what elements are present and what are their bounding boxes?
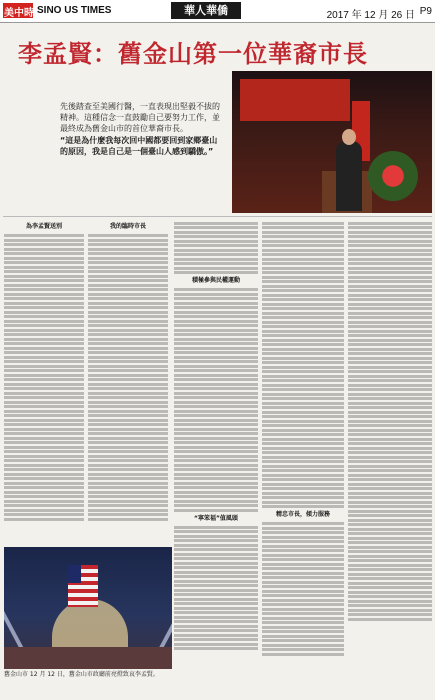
newspaper-logo-english: SINO US TIMES [37, 5, 112, 16]
masthead-bar [0, 0, 435, 23]
issue-date: 2017 年 12 月 26 日 [326, 10, 415, 21]
subhead-loyal-mayor: 精忠市長，傾力服務 [275, 511, 330, 518]
plaza-ground [4, 647, 172, 669]
subhead-ning-ben-fu: “寧笨福”值風頭 [194, 514, 238, 522]
article-column-2 [88, 220, 168, 542]
us-flag-canton [68, 565, 81, 583]
subhead-interim-mayor: 我的臨時市長 [109, 223, 146, 230]
pull-quote-para-2: “這是為什麼我每次回中國都要回到家鄉臺山的原因，我是自己是一個臺山人感到驕傲。” [60, 136, 218, 156]
event-banner-graphic [240, 79, 350, 121]
subhead-civil-rights: 積極參與民權運動 [191, 277, 240, 284]
section-tab: 華人華僑 [171, 2, 241, 19]
flower-bouquet-graphic [368, 151, 418, 201]
mayor-speech-photo [232, 71, 432, 213]
speaker-head [342, 129, 356, 145]
speaker-figure [336, 141, 362, 211]
light-beam-right [154, 560, 172, 659]
article-headline: 李孟賢：舊金山第一位華裔市長 [18, 40, 368, 68]
pull-quote [60, 101, 225, 158]
pull-quote-para-1: 先後踏查至美國行醫，一直表現出堅毅不拔的精神。這種信念一直鼓勵自己要努力工作，並最終成為舊金山市的首位華裔市長。 [60, 102, 220, 133]
page-number: P9 [419, 6, 432, 17]
light-beam-left [4, 558, 28, 657]
section-divider [3, 216, 432, 217]
subhead-farewell: 為李孟賢送別 [25, 223, 62, 230]
article-column-3 [174, 220, 258, 696]
article-column-5 [348, 220, 432, 696]
article-column-4 [262, 220, 344, 696]
newspaper-logo-chinese: 美中時報 [4, 8, 44, 19]
photo-caption: 舊金山市 12 月 12 日，舊金山市政廳前亮燈致哀李孟賢。 [4, 671, 159, 678]
city-hall-vigil-photo [4, 547, 172, 669]
article-column-1 [4, 220, 84, 542]
